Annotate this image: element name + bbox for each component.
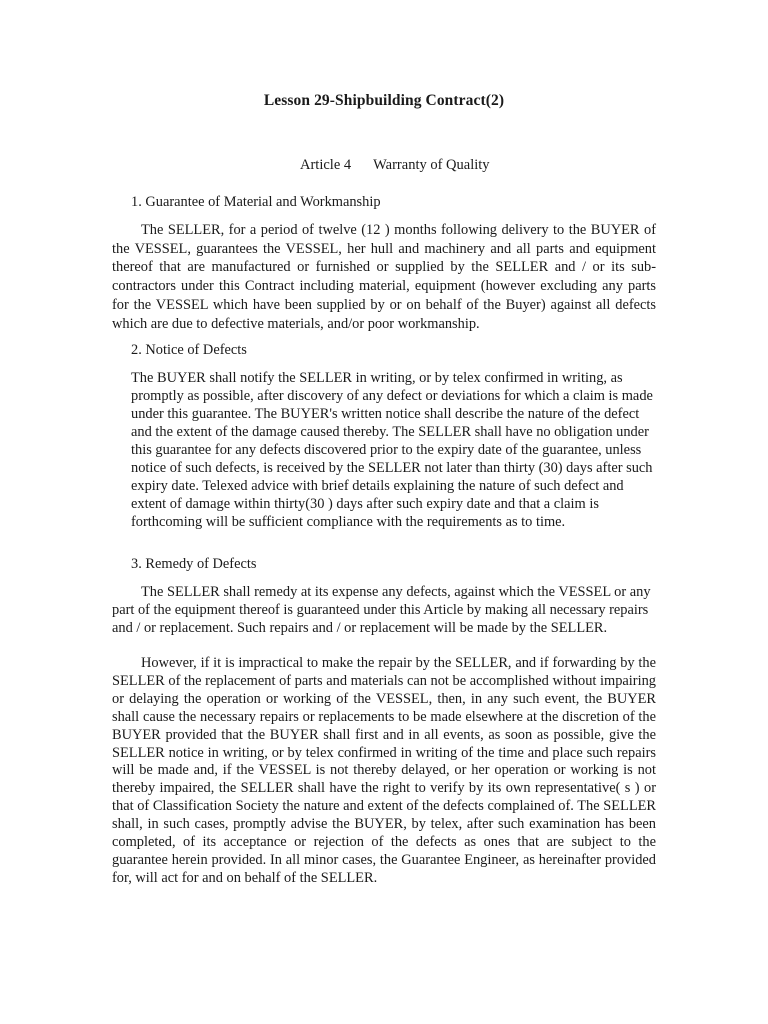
- paragraph-remedy: The SELLER shall remedy at its expense any defects, against which the VESSEL or any part of the equipment thereof is guaranteed under this Article by making all necessary repairs and / or replacement. Such repairs and / or replacement will be made by the SELLER.: [112, 584, 651, 636]
- paragraph-remedy-alternative: However, if it is impractical to make the repair by the SELLER, and if forwarding by the SELLER of the replacement of parts and materials can not be accomplished without impairing or delaying the operation or working of the VESSEL, then, in any such event, the BUYER shall cause the necessary repairs or replacements to be made elsewhere at the discretion of the BUYER provided that the BUYER shall first and in all events, as soon as possible, give the SELLER notice in writing, or by telex confirmed in writing of the time and place such repairs will be made and, if the VESSEL is not thereby delayed, or her operation or working is not thereby impaired, the SELLER shall have the right to verify by its own representative( s ) or that of Classification Society the nature and extent of the defects complained of. The SELLER shall, in such cases, promptly advise the BUYER, by telex, after such examination has been completed, of its acceptance or rejection of the defects as ones that are subject to the guarantee herein provided. In all minor cases, the Guarantee Engineer, as hereinafter provided for, will act for and on behalf of the SELLER.: [112, 655, 656, 886]
- section-heading-notice: 2. Notice of Defects: [131, 342, 247, 358]
- section-heading-guarantee: 1. Guarantee of Material and Workmanship: [131, 194, 381, 210]
- page-title: Lesson 29-Shipbuilding Contract(2): [263, 92, 505, 109]
- section-heading-remedy: 3. Remedy of Defects: [131, 556, 257, 572]
- paragraph-guarantee: The SELLER, for a period of twelve (12 ) months following delivery to the BUYER of the VESSEL, guarantees the VESSEL, her hull and machinery and all parts and equipment thereof that are manufactured or furnished or supplied by the SELLER and / or its sub-contractors under this Contract including material, equipment (however excluding any parts for the VESSEL which have been supplied by or on behalf of the Buyer) against all defects which are due to defective materials, and/or poor workmanship.: [112, 222, 656, 332]
- article-heading: [300, 157, 490, 174]
- article-title: Warranty of Quality: [373, 157, 490, 173]
- paragraph-notice: The BUYER shall notify the SELLER in writing, or by telex confirmed in writing, as promptly as possible, after discovery of any defect or deviations for which a claim is made under this guarantee. The BUYER's written notice shall describe the nature of the defect and the extent of the damage caused thereby. The SELLER shall have no obligation under this guarantee for any defects discovered prior to the expiry date of the guarantee, unless notice of such defects, is received by the SELLER not later than thirty (30) days after such expiry date. Telexed advice with brief details explaining the nature of such defect and extent of damage within thirty(30 ) days after such expiry date and that a claim is forthcoming will be sufficient compliance with the requirements as to time.: [131, 370, 653, 530]
- article-number: Article 4: [300, 157, 352, 173]
